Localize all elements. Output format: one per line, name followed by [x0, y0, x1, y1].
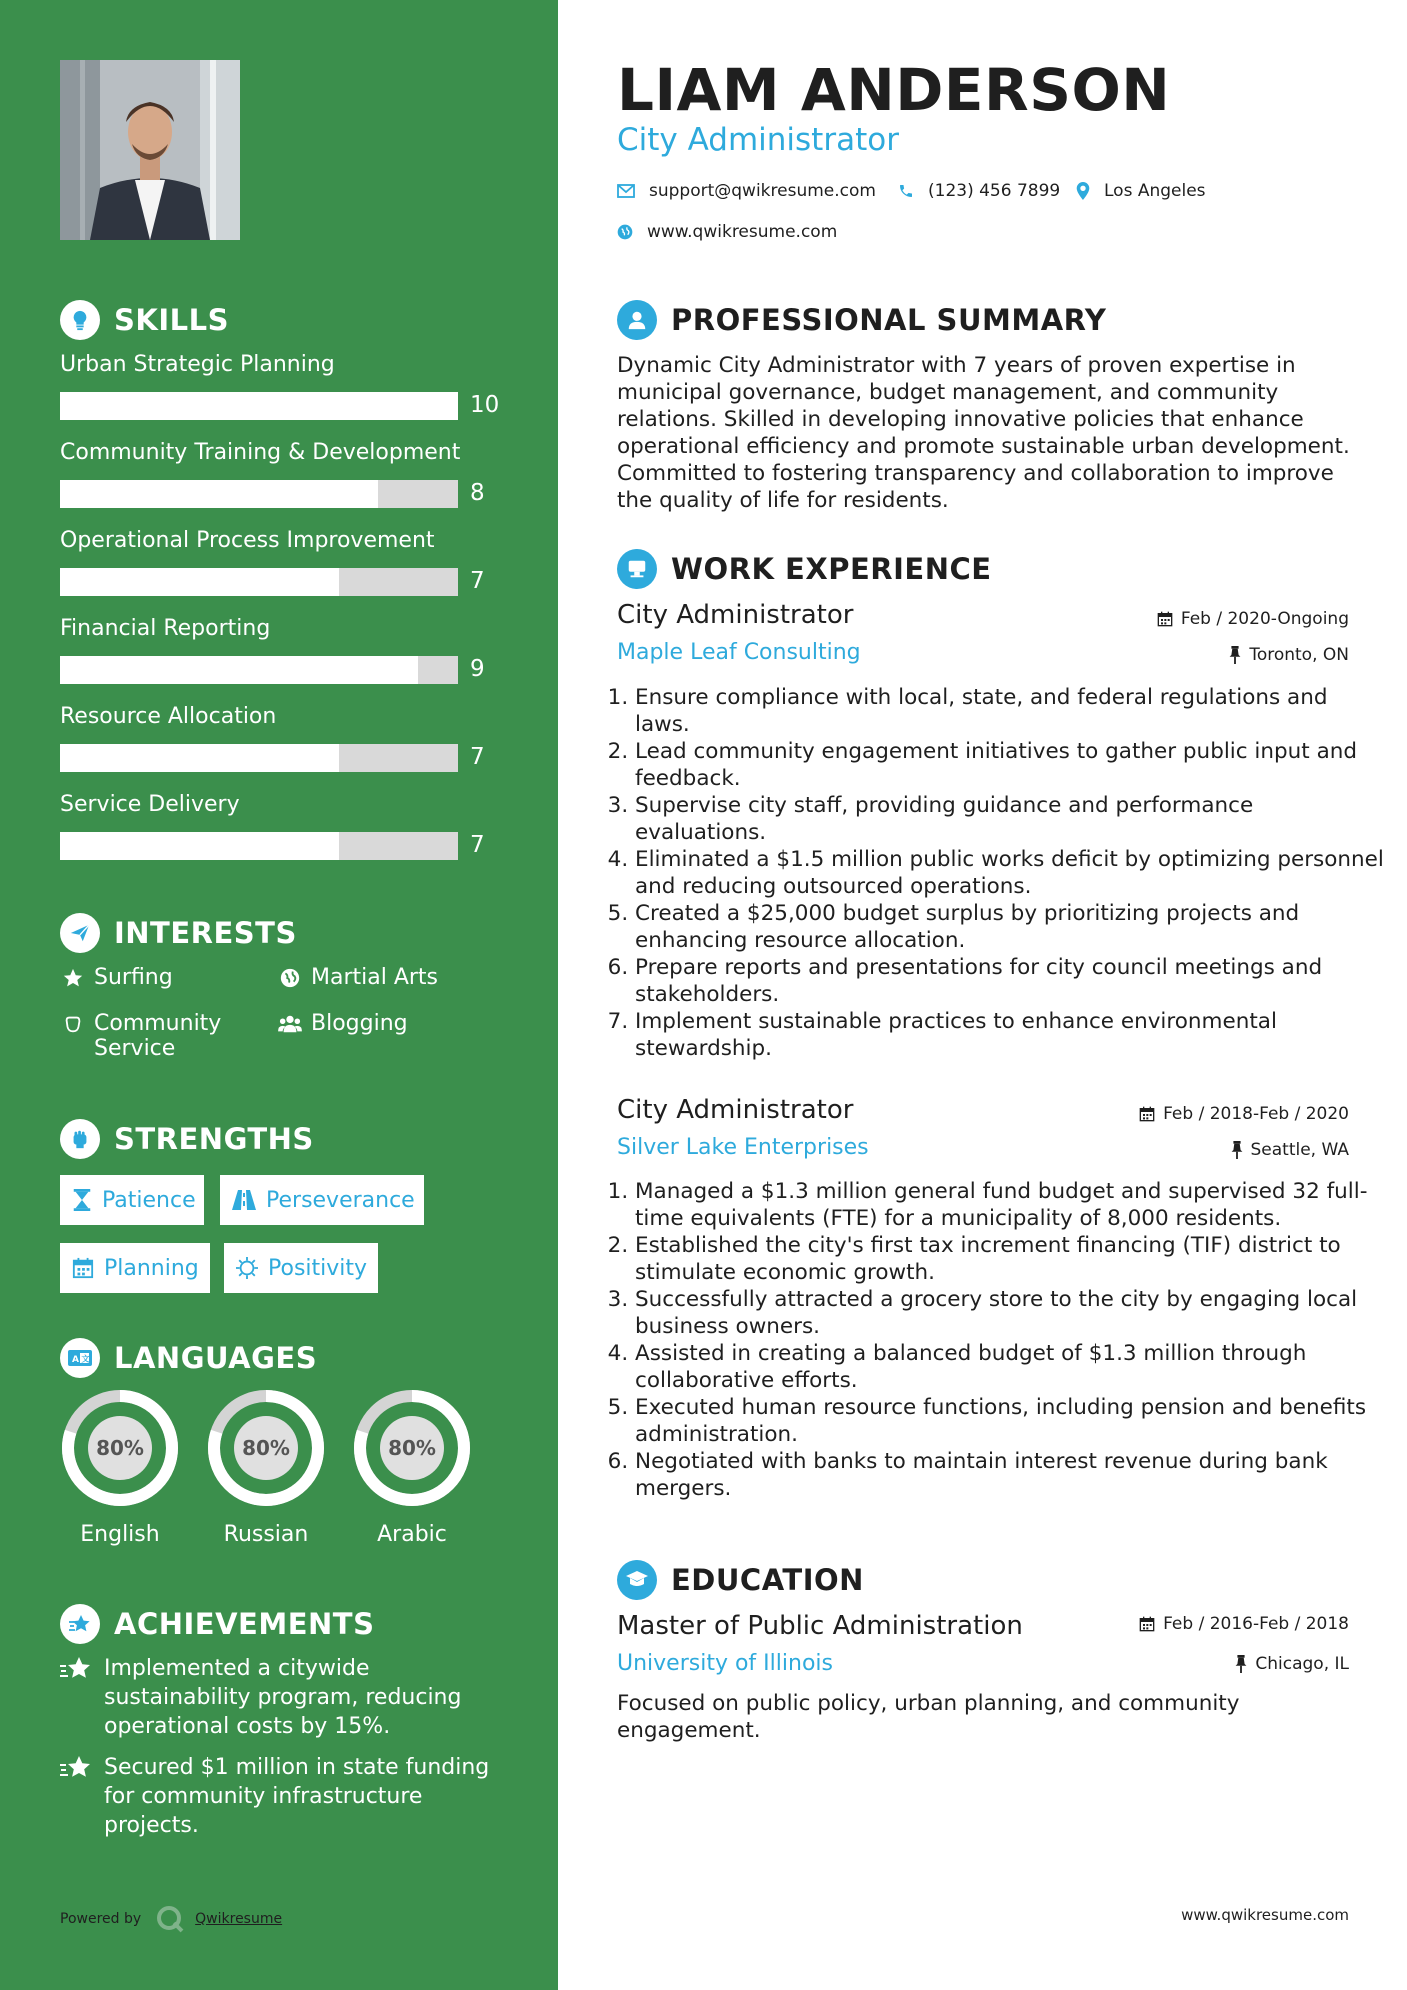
job-company: Maple Leaf Consulting [617, 640, 861, 665]
strength-positivity: Positivity [224, 1243, 378, 1293]
skill-bar [60, 656, 458, 684]
profile-photo [60, 60, 240, 240]
achievement-item: Secured $1 million in state funding for community infrastructure projects. [60, 1753, 490, 1840]
calendar-icon [1139, 1616, 1155, 1632]
skill-bar [60, 832, 458, 860]
job-location: Toronto, ON [1229, 645, 1349, 665]
responsibility-item: 5. Executed human resource functions, including pension and benefits administration. [635, 1394, 1387, 1448]
calendar-icon [72, 1257, 94, 1279]
education-location: Chicago, IL [1235, 1654, 1349, 1674]
skill-name: Financial Reporting [60, 616, 271, 641]
road-icon [232, 1190, 256, 1210]
briefcase-icon [617, 549, 657, 589]
contact-website[interactable]: www.qwikresume.com [617, 222, 837, 242]
achievements-heading [60, 1604, 374, 1644]
skill-bar [60, 744, 458, 772]
job-responsibilities [608, 684, 1387, 1062]
pushpin-icon [1235, 1655, 1247, 1673]
skill-value: 9 [470, 656, 485, 682]
pushpin-icon [1231, 1141, 1243, 1159]
contact-phone[interactable]: (123) 456 7899 [898, 181, 1060, 201]
interest-blogging: Blogging [277, 1011, 408, 1036]
skill-name: Urban Strategic Planning [60, 352, 335, 377]
contact-email[interactable]: support@qwikresume.com [617, 181, 876, 201]
language-percent: 80% [242, 1436, 290, 1460]
job-location: Seattle, WA [1231, 1140, 1350, 1160]
skill-value: 7 [470, 568, 485, 594]
star-icon [60, 965, 86, 989]
responsibility-item: 6. Negotiated with banks to maintain interest revenue during bank mergers. [635, 1448, 1387, 1502]
interests-title: INTERESTS [114, 916, 297, 950]
job-responsibilities [608, 1178, 1387, 1502]
responsibility-item: 7. Implement sustainable practices to enhance environmental stewardship. [635, 1008, 1387, 1062]
responsibility-item: 3. Supervise city staff, providing guidance and performance evaluations. [635, 792, 1387, 846]
responsibility-item: 1. Managed a $1.3 million general fund budget and supervised 32 full-time equivalents (FTE) for a municipality of 8,000 residents. [635, 1178, 1387, 1232]
graduation-cap-icon [617, 1560, 657, 1600]
svg-text:A: A [72, 1355, 80, 1365]
skill-bar-fill [60, 832, 339, 860]
skill-value: 7 [470, 832, 485, 858]
strength-planning: Planning [60, 1243, 210, 1293]
fist-icon [60, 1119, 100, 1159]
globe-icon [617, 224, 633, 240]
skill-name: Community Training & Development [60, 440, 461, 465]
strength-perseverance: Perseverance [220, 1175, 424, 1225]
pushpin-icon [1229, 646, 1241, 664]
skill-bar-fill [60, 392, 458, 420]
interest-community-service: Community Service [60, 1011, 260, 1061]
job-title: City Administrator [617, 1095, 854, 1125]
language-name: Russian [223, 1522, 309, 1547]
skill-bar [60, 568, 458, 596]
language-name: English [80, 1522, 160, 1547]
sun-icon [236, 1257, 258, 1279]
experience-title: WORK EXPERIENCE [671, 552, 992, 586]
language-ring [206, 1388, 326, 1508]
calendar-icon [1139, 1106, 1155, 1122]
calendar-icon [1157, 611, 1173, 627]
education-description: Focused on public policy, urban planning, and community engagement. [617, 1691, 1240, 1743]
lightbulb-icon [60, 300, 100, 340]
language-percent: 80% [388, 1436, 436, 1460]
language-name: Arabic [377, 1522, 447, 1547]
languages-heading [60, 1338, 317, 1378]
job-title: City Administrator [617, 600, 854, 630]
summary-heading [617, 300, 1106, 340]
skill-bar-fill [60, 480, 378, 508]
interest-surfing: Surfing [60, 965, 173, 990]
responsibility-item: 1. Ensure compliance with local, state, and federal regulations and laws. [635, 684, 1387, 738]
candidate-name: LIAM ANDERSON [617, 56, 1171, 124]
strength-patience: Patience [60, 1175, 204, 1225]
achievement-item: Implemented a citywide sustainability program, reducing operational costs by 15%. [60, 1654, 490, 1741]
education-dates: Feb / 2016-Feb / 2018 [1139, 1614, 1349, 1634]
skill-value: 10 [470, 392, 500, 418]
strengths-title: STRENGTHS [114, 1122, 314, 1156]
interests-heading [60, 913, 297, 953]
skill-bar-fill [60, 568, 339, 596]
skills-heading [60, 300, 229, 340]
powered-by: Powered by Qwikresume [60, 1904, 282, 1934]
skill-bar [60, 392, 458, 420]
skill-bar [60, 480, 458, 508]
responsibility-item: 4. Assisted in creating a balanced budget of $1.3 million through collaborative efforts. [635, 1340, 1387, 1394]
user-icon [617, 300, 657, 340]
star-badge-icon [60, 1654, 94, 1741]
candidate-role: City Administrator [617, 122, 899, 158]
star-badge-icon [60, 1753, 94, 1840]
responsibility-item: 3. Successfully attracted a grocery store to the city by engaging local business owners. [635, 1286, 1387, 1340]
qwikresume-link[interactable]: Qwikresume [195, 1911, 283, 1927]
education-heading [617, 1560, 864, 1600]
hourglass-icon [72, 1189, 92, 1211]
experience-heading [617, 549, 992, 589]
skill-value: 7 [470, 744, 485, 770]
language-percent: 80% [96, 1436, 144, 1460]
language-ring [60, 1388, 180, 1508]
education-degree: Master of Public Administration [617, 1611, 1023, 1641]
language-ring [352, 1388, 472, 1508]
job-dates: Feb / 2018-Feb / 2020 [1139, 1104, 1349, 1124]
skill-bar-fill [60, 656, 418, 684]
achievements-title: ACHIEVEMENTS [114, 1607, 375, 1641]
education-title: EDUCATION [671, 1563, 864, 1597]
sidebar [0, 0, 558, 1990]
job-company: Silver Lake Enterprises [617, 1135, 869, 1160]
users-icon [277, 1011, 303, 1035]
phone-icon [898, 183, 914, 199]
language-icon [60, 1338, 100, 1378]
skill-bar-fill [60, 744, 339, 772]
languages-title: LANGUAGES [114, 1341, 318, 1375]
skills-title: SKILLS [114, 303, 229, 337]
paper-plane-icon [60, 913, 100, 953]
summary-title: PROFESSIONAL SUMMARY [671, 303, 1107, 337]
job-dates: Feb / 2020-Ongoing [1157, 609, 1349, 629]
map-pin-icon [1076, 182, 1090, 200]
responsibility-item: 4. Eliminated a $1.5 million public works deficit by optimizing personnel and reducing outsourced operations. [635, 846, 1387, 900]
summary-text: Dynamic City Administrator with 7 years of proven expertise in municipal governance, budget management, and community relations. Skilled in developing innovative policies that enhance operational efficiency and promote sustainable urban development. Committed to fostering transparency and collaboration to improve the quality of life for residents. [617, 353, 1350, 513]
interest-martial-arts: Martial Arts [277, 965, 438, 990]
globe-icon [277, 965, 303, 989]
skill-name: Operational Process Improvement [60, 528, 435, 553]
skill-value: 8 [470, 480, 485, 506]
svg-text:文: 文 [81, 1354, 90, 1364]
responsibility-item: 6. Prepare reports and presentations for city council meetings and stakeholders. [635, 954, 1387, 1008]
responsibility-item: 2. Established the city's first tax increment financing (TIF) district to stimulate economic growth. [635, 1232, 1387, 1286]
qwikresume-logo-icon [155, 1904, 185, 1934]
responsibility-item: 2. Lead community engagement initiatives to gather public input and feedback. [635, 738, 1387, 792]
hand-icon [60, 1011, 86, 1035]
footer-website[interactable]: www.qwikresume.com [1181, 1906, 1349, 1924]
envelope-icon [617, 184, 635, 198]
responsibility-item: 5. Created a $25,000 budget surplus by prioritizing projects and enhancing resource allocation. [635, 900, 1387, 954]
skill-name: Resource Allocation [60, 704, 277, 729]
star-badge-icon [60, 1604, 100, 1644]
contact-location: Los Angeles [1076, 181, 1206, 201]
skill-name: Service Delivery [60, 792, 240, 817]
education-school: University of Illinois [617, 1651, 833, 1676]
strengths-heading [60, 1119, 314, 1159]
